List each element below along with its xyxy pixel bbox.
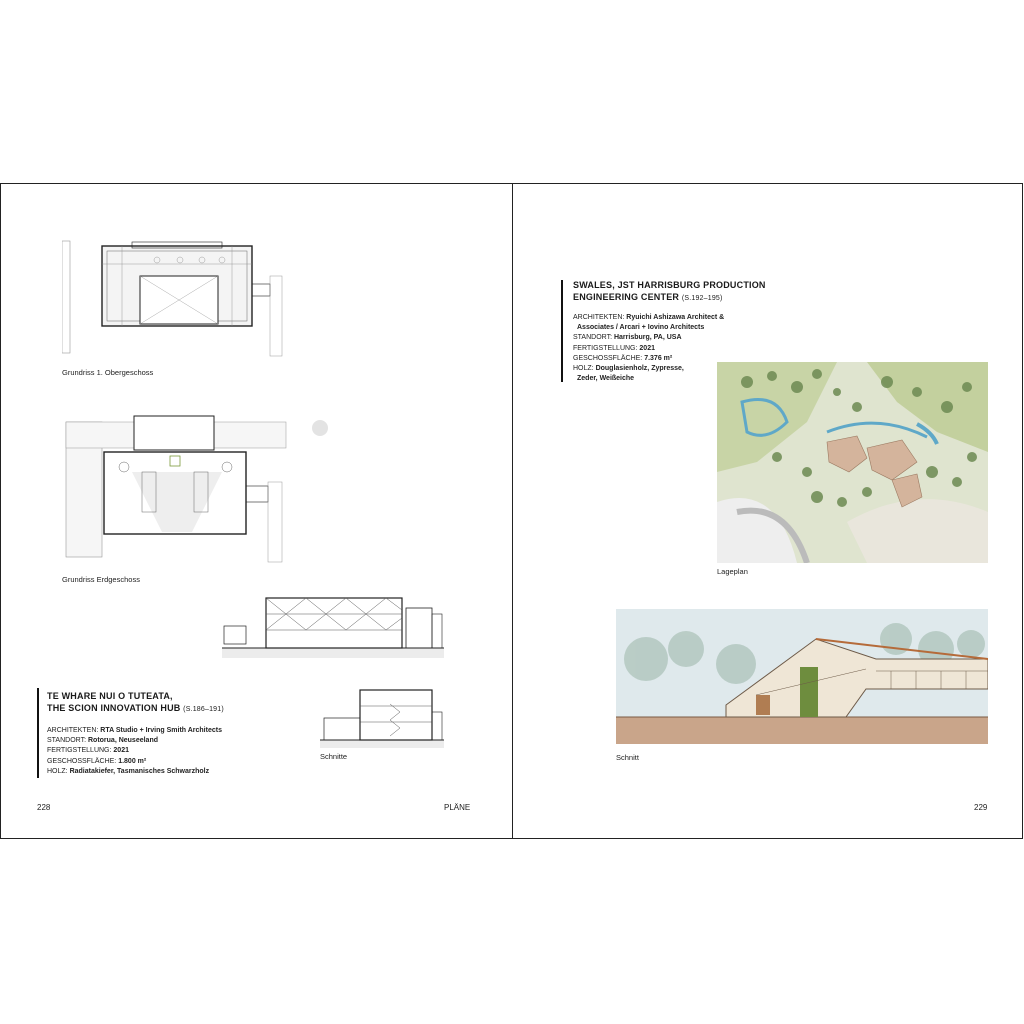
meta-label: FERTIGSTELLUNG: bbox=[573, 344, 638, 352]
meta-label: STANDORT: bbox=[573, 334, 613, 342]
title-line-1: SWALES, JST HARRISBURG PRODUCTION bbox=[573, 280, 766, 290]
meta-value: Ryuichi Ashizawa Architect & bbox=[626, 314, 725, 321]
title-line-2 bbox=[47, 702, 224, 716]
meta-value: 1.800 m² bbox=[118, 757, 147, 765]
meta-wood bbox=[47, 767, 307, 777]
title-line-2 bbox=[573, 291, 766, 305]
meta-label: GESCHOSSFLÄCHE: bbox=[47, 757, 117, 765]
section-drawing-short bbox=[320, 688, 444, 748]
meta-value: Associates / Arcari + Iovino Architects bbox=[577, 324, 705, 332]
meta-value: Rotorua, Neuseeland bbox=[87, 737, 158, 745]
section-drawing-long bbox=[222, 590, 444, 658]
running-head: PLÄNE bbox=[444, 803, 471, 812]
floor-plan-ground bbox=[62, 412, 292, 567]
accent-bar-right bbox=[561, 280, 563, 382]
meta-architects-cont bbox=[573, 323, 763, 333]
caption-plan-upper: Grundriss 1. Obergeschoss bbox=[62, 368, 154, 377]
meta-location bbox=[573, 333, 763, 343]
meta-label: FERTIGSTELLUNG: bbox=[47, 747, 112, 755]
meta-completion bbox=[573, 344, 763, 354]
caption-plan-ground: Grundriss Erdgeschoss bbox=[62, 575, 140, 584]
caption-section: Schnitt bbox=[616, 753, 639, 762]
page-number-right: 229 bbox=[974, 803, 988, 812]
meta-label: ARCHITEKTEN: bbox=[47, 727, 99, 734]
meta-value: 7.376 m² bbox=[644, 354, 673, 362]
site-plan-image bbox=[717, 362, 988, 563]
page-reference: (S.192–195) bbox=[681, 295, 723, 302]
page-reference: (S.186–191) bbox=[183, 706, 224, 713]
project-title-left bbox=[47, 690, 224, 716]
page-number-left: 228 bbox=[37, 803, 51, 812]
meta-label: HOLZ: bbox=[47, 767, 68, 775]
meta-location bbox=[47, 736, 307, 746]
meta-label: GESCHOSSFLÄCHE: bbox=[573, 354, 643, 362]
meta-value: Harrisburg, PA, USA bbox=[613, 334, 682, 342]
meta-label: STANDORT: bbox=[47, 737, 87, 745]
title-line-2-text: ENGINEERING CENTER bbox=[573, 292, 680, 302]
title-line-2-text: THE SCION INNOVATION HUB bbox=[47, 703, 181, 713]
meta-value: Radiatakiefer, Tasmanisches Schwarzholz bbox=[69, 767, 210, 775]
meta-floor-area bbox=[47, 757, 307, 767]
meta-value: 2021 bbox=[113, 747, 129, 755]
north-marker bbox=[312, 420, 328, 436]
meta-architects bbox=[573, 313, 763, 323]
meta-completion bbox=[47, 746, 307, 756]
caption-sections: Schnitte bbox=[320, 752, 348, 761]
meta-architects bbox=[47, 726, 307, 736]
project-title-right bbox=[573, 279, 766, 305]
meta-value: Douglasienholz, Zypresse, bbox=[595, 365, 684, 373]
caption-site-plan: Lageplan bbox=[717, 567, 748, 576]
floor-plan-upper bbox=[62, 236, 292, 358]
project-meta-left bbox=[47, 726, 307, 777]
meta-value: Zeder, Weißeiche bbox=[577, 375, 635, 383]
meta-value: RTA Studio + Irving Smith Architects bbox=[100, 727, 222, 734]
meta-value: 2021 bbox=[639, 344, 655, 352]
meta-label: HOLZ: bbox=[573, 365, 594, 373]
gutter-line bbox=[512, 184, 513, 838]
title-line-1: TE WHARE NUI O TUTEATA, bbox=[47, 691, 173, 701]
section-rendering bbox=[616, 609, 988, 744]
meta-label: ARCHITEKTEN: bbox=[573, 314, 625, 321]
accent-bar-left bbox=[37, 688, 39, 778]
